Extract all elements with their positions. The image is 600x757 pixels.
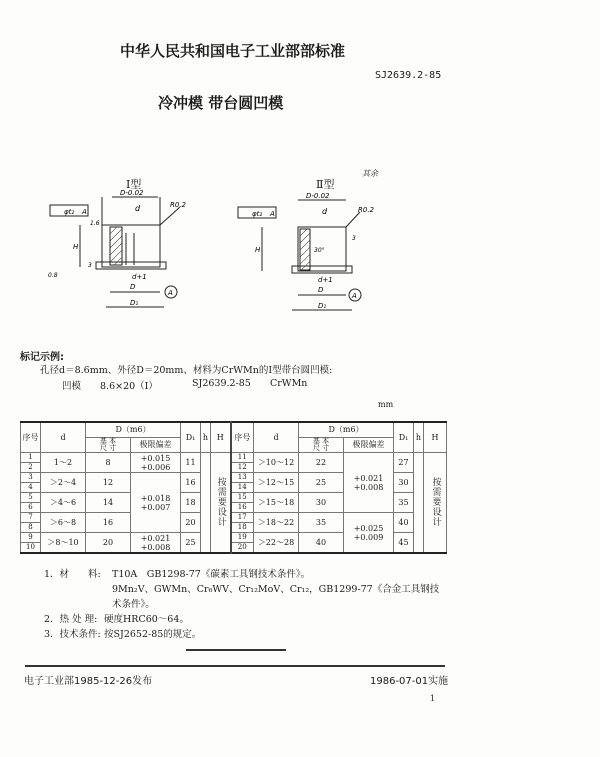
- type2-label: Ⅱ型: [316, 178, 335, 191]
- note-1-text2: 9Mn₂V、GWMn、Cr₆WV、Cr₁₂MoV、Cr₁₂，GB1299-77《合金工具钢技: [112, 584, 440, 595]
- dim-bore: d: [135, 204, 141, 213]
- tolerance-cell: +0.025 +0.009: [344, 513, 394, 554]
- svg-text:A: A: [168, 289, 173, 297]
- seq-cell: 3: [21, 473, 41, 483]
- seq-cell: 2: [21, 463, 41, 473]
- seq-cell: 19: [231, 533, 254, 543]
- table-row: [21, 513, 447, 523]
- seq-cell: 10: [21, 543, 41, 554]
- seq-cell: 18: [231, 523, 254, 533]
- seq-cell: 9: [21, 533, 41, 543]
- example-material: CrWMn: [270, 378, 308, 389]
- note-2-label: 2．热 处 理:: [44, 614, 98, 625]
- dim-height: H: [73, 243, 79, 251]
- note-2-text: 硬度HRC60～64。: [104, 614, 189, 625]
- d-basic-cell: 20: [86, 533, 131, 554]
- d1-cell: 11: [181, 453, 201, 473]
- seq-cell: 7: [21, 513, 41, 523]
- d-cell: ＞22～28: [254, 533, 299, 554]
- d-basic-cell: 40: [299, 533, 344, 554]
- tolerance-cell: +0.021 +0.008: [131, 533, 181, 554]
- unit-label: mm: [378, 400, 394, 409]
- d-cell: ＞10～12: [254, 453, 299, 473]
- page-number: 1: [430, 694, 436, 703]
- d1-cell: 25: [181, 533, 201, 554]
- type1-drawing: [30, 165, 210, 315]
- example-size: 8.6×20（Ⅰ）: [100, 381, 158, 392]
- seq-cell: 8: [21, 523, 41, 533]
- design-note-cell: [211, 453, 231, 554]
- spec-table: 序号 d D（m6） D₁ h H 序号 d D（m6） D₁ h H 基 本 尺 寸 极限偏差 基 本 尺 寸 极限偏差 1 1～2 8 +0.015 +0.006 11 按需要设计 11 ＞10～12 22 +0.021 +0.008 27 按需要设计 2 12 3 ＞2～4 12 +0.018 +0.007 16 13 ＞12～15 25 30 4 14 5 ＞4～6 14 18 15 ＞15～18 30 35 6 16 7 ＞6～8 16 20 17 ＞18～22 35 +0.025 +0.009 40 8 18 9 ＞8～10 20 +0.021 +0.008 25 19 ＞22～28 40 45 10 20: [20, 421, 447, 554]
- seq-cell: 14: [231, 483, 254, 493]
- seq-cell: 6: [21, 503, 41, 513]
- dim-D: D: [130, 283, 136, 291]
- h-cell: [414, 453, 424, 554]
- d-cell: ＞8～10: [41, 533, 86, 554]
- example-code: SJ2639.2-85: [192, 378, 251, 389]
- org-title: 中华人民共和国电子工业部部标准: [120, 42, 346, 60]
- design-note: 按需要设计: [215, 476, 226, 527]
- seq-cell: 17: [231, 513, 254, 523]
- h-cell: [201, 453, 211, 554]
- dim-bore: d: [322, 207, 328, 216]
- seq-cell: 4: [21, 483, 41, 493]
- dim-angle: 30°: [314, 247, 325, 254]
- dim-relief: d+1: [132, 273, 147, 281]
- table-row: [21, 453, 447, 463]
- d-basic-cell: 25: [299, 473, 344, 493]
- seq-cell: 11: [231, 453, 254, 463]
- note-1-text: T10A GB1298-77《碳素工具钢技术条件》。: [112, 569, 311, 580]
- d1-cell: 20: [181, 513, 201, 533]
- note-3-label: 3．技术条件:: [44, 629, 101, 640]
- d1-cell: 30: [394, 473, 414, 493]
- d-basic-cell: 16: [86, 513, 131, 533]
- seq-cell: 20: [231, 543, 254, 554]
- d1-cell: 18: [181, 493, 201, 513]
- d-cell: ＞4～6: [41, 493, 86, 513]
- type1-label: Ⅰ型: [126, 178, 142, 191]
- design-note-cell: [424, 453, 447, 554]
- d1-cell: 45: [394, 533, 414, 554]
- roughness-1.6: 1.6: [90, 220, 100, 227]
- dim-height: H: [255, 246, 261, 254]
- d-basic-cell: 12: [86, 473, 131, 493]
- d-basic-cell: 30: [299, 493, 344, 513]
- dim-relief: d+1: [318, 276, 333, 284]
- effective-date: 1986-07-01实施: [370, 676, 449, 687]
- dim-tolerance: φt₂: [64, 208, 75, 216]
- issued-date: 电子工业部1985-12-26发布: [24, 676, 153, 687]
- d-cell: 1～2: [41, 453, 86, 473]
- example-line: 孔径d＝8.6mm、外径D＝20mm、材料为CrWMn的Ⅰ型带台圆凹模:: [40, 365, 333, 376]
- seq-cell: 13: [231, 473, 254, 483]
- dim-outer: D-0.02: [120, 189, 144, 197]
- footer-rule: [25, 665, 445, 667]
- note-3-text: 按SJ2652-85的规定。: [104, 629, 202, 640]
- d1-cell: 40: [394, 513, 414, 533]
- d-basic-cell: 22: [299, 453, 344, 473]
- tolerance-cell: +0.018 +0.007: [131, 473, 181, 533]
- dim-D1: D₁: [318, 302, 327, 310]
- d-basic-cell: 14: [86, 493, 131, 513]
- dim-radius: R0.2: [170, 201, 186, 209]
- dim-outer: D-0.02: [306, 192, 330, 200]
- seq-cell: 15: [231, 493, 254, 503]
- design-note: 按需要设计: [430, 476, 441, 527]
- dim-radius: R0.2: [358, 206, 374, 214]
- d-cell: ＞12～15: [254, 473, 299, 493]
- dim-D1: D₁: [130, 299, 139, 307]
- dim-tolerance: φt₂: [252, 210, 263, 218]
- dim-shoulder: 3: [88, 262, 92, 269]
- d-cell: ＞2～4: [41, 473, 86, 493]
- example-heading: 标记示例:: [20, 352, 64, 363]
- d-basic-cell: 35: [299, 513, 344, 533]
- dim-D: D: [318, 286, 324, 294]
- dim-shoulder: 3: [352, 235, 356, 242]
- d-cell: ＞18～22: [254, 513, 299, 533]
- dim-datum: A: [270, 210, 275, 218]
- seq-cell: 5: [21, 493, 41, 503]
- tolerance-cell: +0.021 +0.008: [344, 453, 394, 513]
- doc-title: 冷冲模 带台圆凹模: [158, 94, 284, 112]
- note-1-text3: 术条件》。: [112, 599, 155, 610]
- note-1-label: 1．材 料:: [44, 569, 101, 580]
- type2-note: 其余: [362, 169, 378, 178]
- d1-cell: 35: [394, 493, 414, 513]
- dim-datum: A: [82, 208, 87, 216]
- tolerance-cell: +0.015 +0.006: [131, 453, 181, 473]
- type2-drawing: [220, 160, 400, 315]
- seq-cell: 12: [231, 463, 254, 473]
- d1-cell: 27: [394, 453, 414, 473]
- roughness-0.8: 0.8: [48, 272, 58, 279]
- d-cell: ＞15～18: [254, 493, 299, 513]
- end-rule: [186, 649, 286, 651]
- d1-cell: 16: [181, 473, 201, 493]
- svg-text:A: A: [352, 292, 357, 300]
- standard-code: SJ2639.2-85: [375, 70, 442, 81]
- seq-cell: 1: [21, 453, 41, 463]
- d-basic-cell: 8: [86, 453, 131, 473]
- example-name: 凹模: [62, 381, 82, 392]
- d-cell: ＞6～8: [41, 513, 86, 533]
- seq-cell: 16: [231, 503, 254, 513]
